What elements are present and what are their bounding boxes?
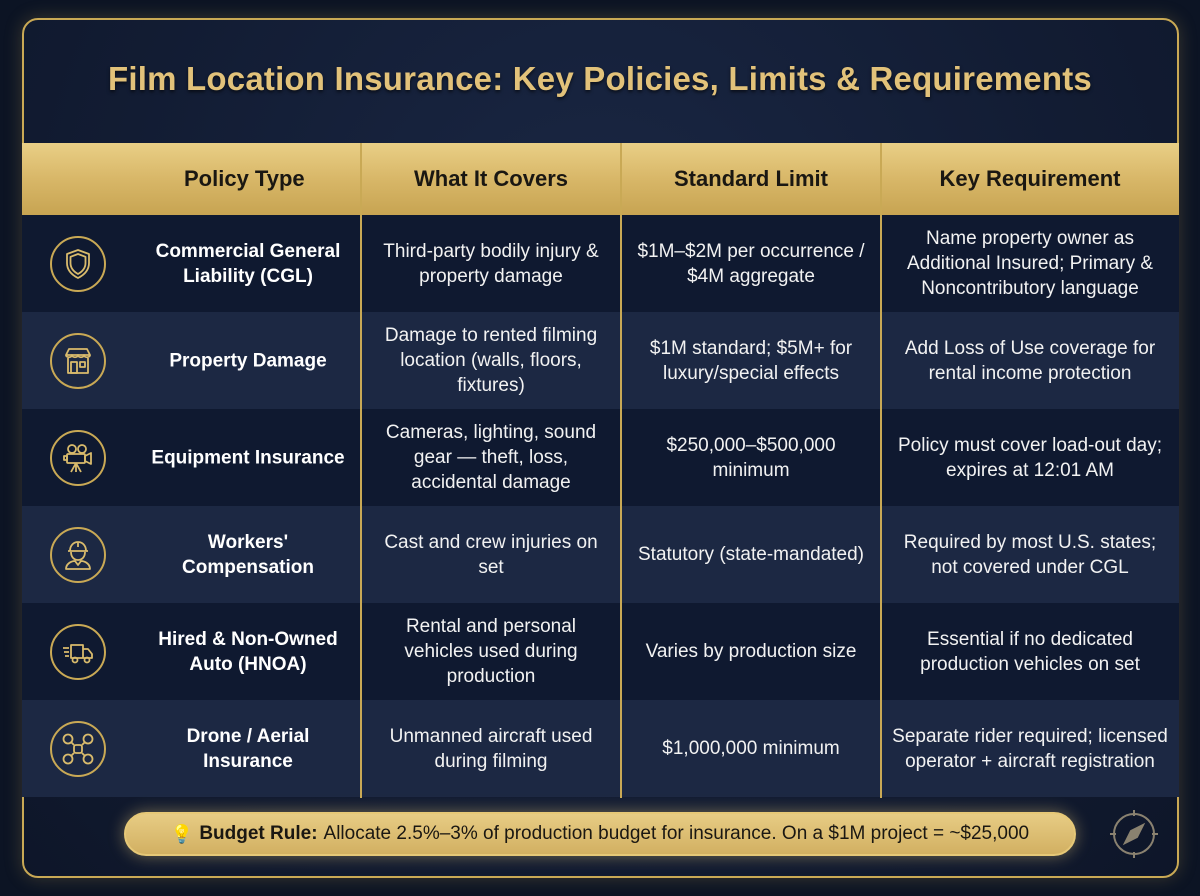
policy-type-label: Commercial General Liability (CGL) xyxy=(155,240,341,287)
limit-cell: $250,000–$500,000 minimum xyxy=(666,434,836,481)
worker-hardhat-icon xyxy=(50,527,106,583)
policy-type-cell xyxy=(22,409,361,506)
limit-cell: Varies by production size xyxy=(645,641,857,662)
limit-cell: $1,000,000 minimum xyxy=(662,738,840,759)
delivery-truck-icon xyxy=(50,624,106,680)
limit-cell: $1M–$2M per occurrence / $4M aggregate xyxy=(637,240,865,287)
budget-rule-banner xyxy=(124,812,1076,856)
storefront-icon xyxy=(50,333,106,389)
header-standard-limit: Standard Limit xyxy=(673,166,828,191)
covers-cell: Third-party bodily injury & property damage xyxy=(383,240,599,287)
covers-cell: Cast and crew injuries on set xyxy=(384,531,598,578)
column-divider xyxy=(620,143,622,798)
requirement-cell: Required by most U.S. states; not covered under CGL xyxy=(903,531,1157,578)
table-row xyxy=(22,700,1179,797)
policy-type-label: Workers' Compensation xyxy=(182,531,314,578)
shield-icon xyxy=(50,236,106,292)
requirement-cell: Name property owner as Additional Insured; Primary & Noncontributory language xyxy=(906,228,1154,299)
policy-type-label: Equipment Insurance xyxy=(151,447,345,468)
header-policy-type: Policy Type xyxy=(184,166,305,191)
insurance-table xyxy=(22,143,1179,797)
page-title: Film Location Insurance: Key Policies, Limits & Requirements xyxy=(108,60,1092,97)
table-row xyxy=(22,215,1179,312)
policy-type-cell xyxy=(22,215,361,312)
table-row xyxy=(22,603,1179,700)
table-header xyxy=(22,143,1179,215)
column-divider xyxy=(360,143,362,798)
covers-cell: Cameras, lighting, sound gear — theft, loss, accidental damage xyxy=(385,422,597,493)
policy-type-cell xyxy=(22,603,361,700)
budget-rule-text: Allocate 2.5%–3% of production budget for insurance. On a $1M project = ~$25,000 xyxy=(323,823,1030,844)
policy-type-label: Hired & Non-Owned Auto (HNOA) xyxy=(158,628,338,675)
requirement-cell: Essential if no dedicated production vehicles on set xyxy=(920,628,1140,675)
limit-cell: $1M standard; $5M+ for luxury/special effects xyxy=(649,337,853,384)
requirement-cell: Add Loss of Use coverage for rental income protection xyxy=(904,337,1156,384)
budget-rule-label: Budget Rule: xyxy=(199,823,318,844)
header-what-it-covers: What It Covers xyxy=(413,166,569,191)
table-row xyxy=(22,409,1179,506)
lightbulb-icon: 💡 xyxy=(170,823,194,844)
covers-cell: Rental and personal vehicles used during production xyxy=(404,616,578,687)
policy-type-cell xyxy=(22,312,361,409)
requirement-cell: Policy must cover load-out day; expires at 12:01 AM xyxy=(897,434,1162,481)
policy-type-label: Property Damage xyxy=(169,350,327,371)
covers-cell: Damage to rented filming location (walls, floors, fixtures) xyxy=(384,325,598,396)
requirement-cell: Separate rider required; licensed operator + aircraft registration xyxy=(892,725,1168,772)
drone-icon xyxy=(50,721,106,777)
policy-type-label: Drone / Aerial Insurance xyxy=(186,725,310,772)
table-row xyxy=(22,506,1179,603)
table-row xyxy=(22,312,1179,409)
covers-cell: Unmanned aircraft used during filming xyxy=(389,725,593,772)
column-divider xyxy=(880,143,882,798)
film-camera-icon xyxy=(50,430,106,486)
limit-cell: Statutory (state-mandated) xyxy=(638,544,864,565)
header-key-requirement: Key Requirement xyxy=(939,166,1121,191)
compass-icon xyxy=(1106,806,1162,862)
policy-type-cell xyxy=(22,506,361,603)
policy-type-cell xyxy=(22,700,361,797)
